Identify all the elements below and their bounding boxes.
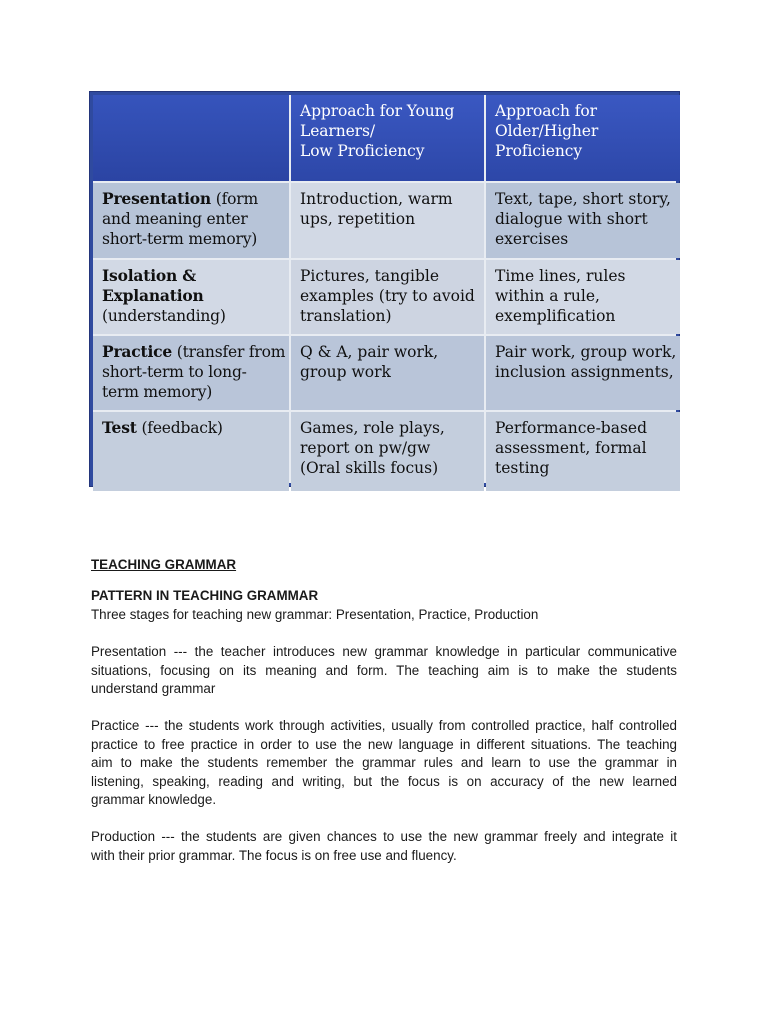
paragraph-presentation-line-3: understand grammar	[91, 681, 216, 696]
paragraph-practice-line-4: listening, speaking, reading and writing, but the focus is on accuracy of the new learned	[91, 773, 677, 789]
row-test-older	[486, 412, 680, 491]
presentation-young-line-1: Introduction, warm	[300, 190, 453, 208]
row-test-young	[291, 412, 484, 491]
header-cell-young-learners	[291, 95, 484, 181]
practice-older-line-1: Pair work, group work,	[495, 343, 677, 361]
presentation-young-line-2: ups, repetition	[300, 210, 416, 228]
isolation-young-line-3: translation)	[300, 307, 392, 325]
paragraph-production	[91, 828, 677, 865]
stage-presentation-text-2: and meaning enter	[102, 210, 248, 228]
paragraph-practice-line-5: grammar knowledge.	[91, 792, 217, 807]
stage-presentation-label: Presentation	[102, 189, 211, 208]
practice-young-line-1: Q & A, pair work,	[300, 343, 439, 361]
isolation-older-line-2: within a rule,	[495, 287, 600, 305]
paragraph-practice-line-2: practice to free practice in order to use the new language in different situations. The teaching	[91, 736, 677, 752]
test-young-line-2: report on pw/gw	[300, 439, 431, 457]
header-older-line-3: Proficiency	[495, 142, 582, 160]
isolation-young-line-2: examples (try to avoid	[300, 287, 475, 305]
header-young-line-3: Low Proficiency	[300, 142, 425, 160]
stage-practice-text-2: short-term to long-	[102, 363, 247, 381]
row-test-stage	[93, 412, 289, 491]
isolation-young-line-1: Pictures, tangible	[300, 267, 440, 285]
test-older-line-1: Performance-based	[495, 419, 648, 437]
header-young-line-1: Approach for Young	[300, 102, 455, 120]
stage-isolation-label-1: Isolation &	[102, 266, 197, 285]
paragraph-production-line-2: with their prior grammar. The focus is on free use and fluency.	[91, 847, 457, 863]
stage-test-text-1: (feedback)	[136, 419, 223, 437]
paragraph-presentation-line-1: Presentation --- the teacher introduces new grammar knowledge in particular communicative	[91, 644, 677, 659]
test-young-line-1: Games, role plays,	[300, 419, 445, 437]
stage-presentation-text-3: short-term memory)	[102, 230, 258, 248]
header-cell-older-learners	[486, 95, 680, 181]
stage-test-label: Test	[102, 418, 137, 437]
isolation-older-line-1: Time lines, rules	[495, 267, 626, 285]
doc-title: TEACHING GRAMMAR	[91, 557, 237, 572]
stage-isolation-label-2: Explanation	[102, 286, 204, 305]
row-practice-young	[291, 336, 484, 410]
paragraph-presentation	[91, 643, 677, 699]
test-young-line-3: (Oral skills focus)	[300, 459, 439, 477]
table-grid	[93, 95, 676, 483]
row-presentation-young	[291, 183, 484, 258]
doc-subtitle: PATTERN IN TEACHING GRAMMAR	[91, 588, 319, 603]
test-older-line-3: testing	[495, 459, 550, 477]
row-practice-stage	[93, 336, 289, 410]
presentation-older-line-2: dialogue with short	[495, 210, 648, 228]
paragraph-practice-line-1: Practice --- the students work through activities, usually from controlled practice, half controlled	[91, 718, 677, 733]
presentation-older-line-3: exercises	[495, 230, 569, 248]
row-presentation-stage	[93, 183, 289, 258]
stage-practice-text-3: term memory)	[102, 383, 213, 401]
presentation-older-line-1: Text, tape, short story,	[495, 190, 671, 208]
doc-subtitle-block	[91, 587, 677, 624]
row-practice-older	[486, 336, 680, 410]
doc-intro: Three stages for teaching new grammar: Presentation, Practice, Production	[91, 606, 539, 622]
practice-older-line-2: inclusion assignments,	[495, 363, 674, 381]
header-older-line-1: Approach for	[495, 102, 597, 120]
header-young-line-2: Learners/	[300, 122, 375, 140]
paragraph-practice-line-3: aim to make the students remember the grammar rules and learn to use the grammar in	[91, 755, 677, 770]
row-isolation-older	[486, 260, 680, 334]
row-presentation-older	[486, 183, 680, 258]
stage-practice-text-1: (transfer from	[172, 343, 286, 361]
grammar-approach-table	[90, 92, 679, 486]
paragraph-presentation-line-2: situations, focusing on its meaning and form. The teaching aim is to make the students	[91, 662, 677, 678]
test-older-line-2: assessment, formal	[495, 439, 647, 457]
row-isolation-young	[291, 260, 484, 334]
stage-practice-label: Practice	[102, 342, 173, 361]
header-cell-empty	[93, 95, 289, 181]
stage-isolation-text-1: (understanding)	[102, 307, 226, 325]
paragraph-production-line-1: Production --- the students are given chances to use the new grammar freely and integrate it	[91, 829, 677, 844]
isolation-older-line-3: exemplification	[495, 307, 616, 325]
paragraph-practice	[91, 717, 677, 810]
header-older-line-2: Older/Higher	[495, 122, 599, 140]
row-isolation-stage	[93, 260, 289, 334]
practice-young-line-2: group work	[300, 363, 391, 381]
stage-presentation-text-1: (form	[211, 190, 258, 208]
doc-title-block	[91, 556, 677, 575]
